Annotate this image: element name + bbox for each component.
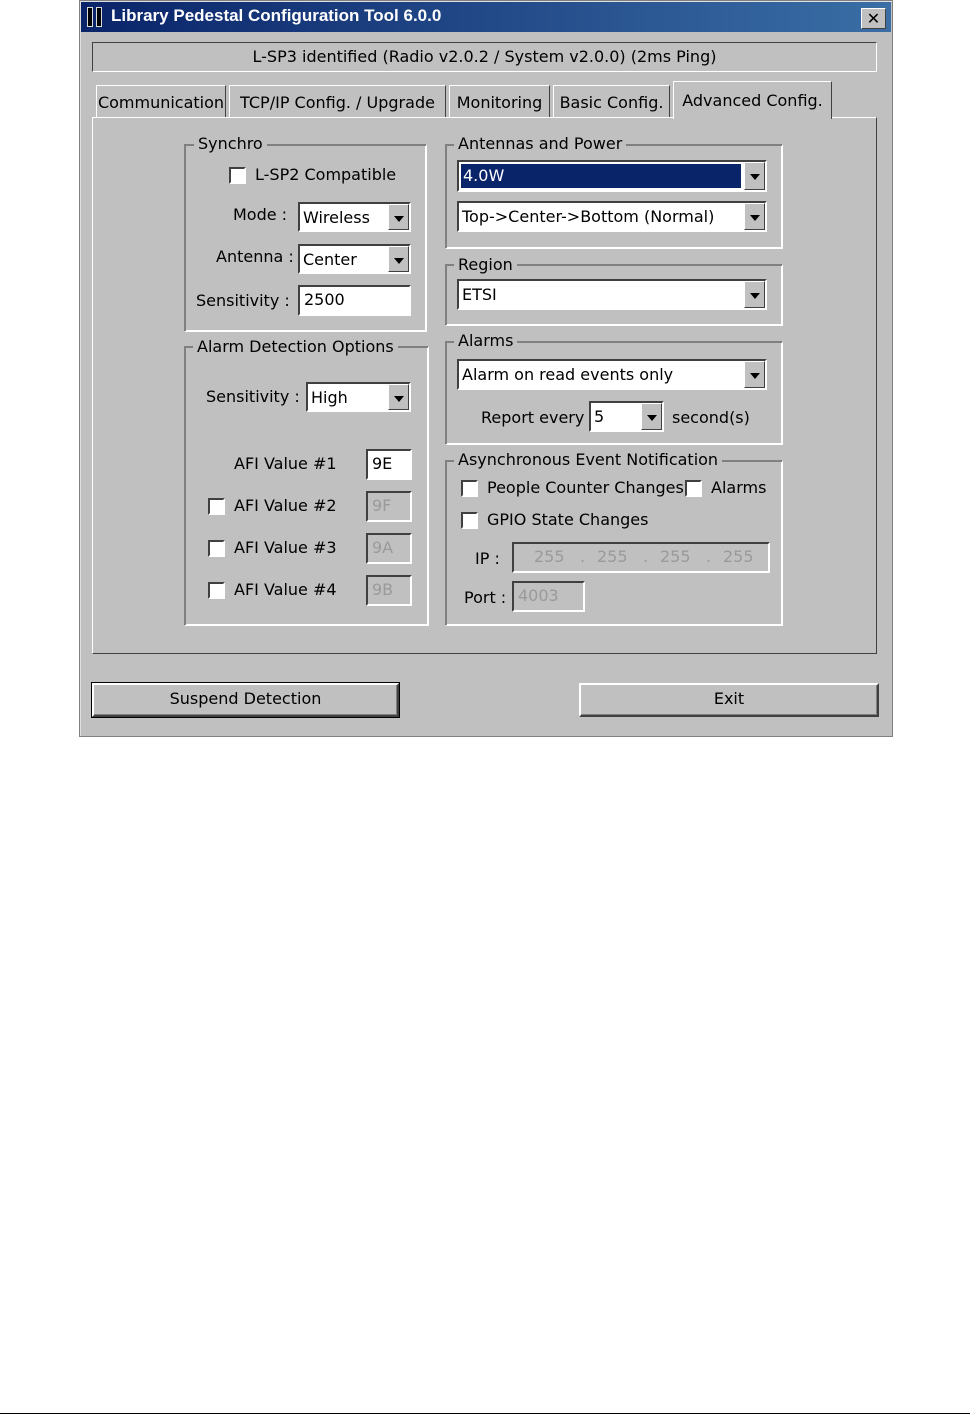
power-value: 4.0W xyxy=(461,164,741,188)
afi-2-input[interactable]: 9F xyxy=(366,491,412,522)
async-notification-legend: Asynchronous Event Notification xyxy=(454,450,722,469)
chevron-down-icon[interactable] xyxy=(744,203,765,230)
antenna-order-select[interactable] xyxy=(457,201,767,232)
chevron-down-icon[interactable] xyxy=(744,281,765,308)
report-interval-value: 5 xyxy=(594,407,605,426)
region-select[interactable] xyxy=(457,279,767,310)
seconds-label: second(s) xyxy=(672,408,750,427)
mode-label: Mode : xyxy=(233,205,288,224)
synchro-sensitivity-label: Sensitivity : xyxy=(196,291,290,310)
ip-dot-3: . xyxy=(706,547,712,566)
region-legend: Region xyxy=(454,255,517,274)
alarm-mode-value: Alarm on read events only xyxy=(462,365,674,384)
alarm-detection-legend: Alarm Detection Options xyxy=(193,337,398,356)
people-counter-label: People Counter Changes xyxy=(487,478,684,497)
afi-3-checkbox[interactable] xyxy=(208,540,225,557)
device-status: L-SP3 identified (Radio v2.0.2 / System v2.0.0) (2ms Ping) xyxy=(92,42,877,72)
app-icon xyxy=(87,7,103,27)
alarm-sensitivity-value: High xyxy=(311,388,348,407)
alarm-sensitivity-label: Sensitivity : xyxy=(206,387,300,406)
afi-3-label: AFI Value #3 xyxy=(234,538,337,557)
ip-octet-3: 255 xyxy=(660,547,691,566)
gpio-checkbox[interactable] xyxy=(461,512,478,529)
ip-address-input[interactable] xyxy=(512,542,770,573)
antenna-label: Antenna : xyxy=(216,247,294,266)
chevron-down-icon[interactable] xyxy=(388,384,409,410)
gpio-label: GPIO State Changes xyxy=(487,510,649,529)
port-input[interactable]: 4003 xyxy=(512,581,585,612)
chevron-down-icon[interactable] xyxy=(744,361,765,388)
page-divider xyxy=(0,1413,970,1414)
l-sp2-compatible-label: L-SP2 Compatible xyxy=(255,165,397,184)
afi-1-input[interactable]: 9E xyxy=(366,449,412,480)
power-select[interactable] xyxy=(457,160,767,192)
ip-octet-4: 255 xyxy=(723,547,754,566)
chevron-down-icon[interactable] xyxy=(641,403,662,430)
tab-communication[interactable]: Communication xyxy=(96,85,226,119)
exit-button[interactable]: Exit xyxy=(579,683,879,717)
region-value: ETSI xyxy=(462,285,497,304)
afi-4-input[interactable]: 9B xyxy=(366,575,412,606)
report-every-label: Report every xyxy=(481,408,585,427)
async-alarms-checkbox[interactable] xyxy=(685,480,702,497)
mode-select[interactable] xyxy=(298,202,411,232)
afi-3-input[interactable]: 9A xyxy=(366,533,412,564)
chevron-down-icon[interactable] xyxy=(388,204,409,230)
synchro-legend: Synchro xyxy=(194,134,267,153)
chevron-down-icon[interactable] xyxy=(744,162,765,190)
alarm-mode-select[interactable] xyxy=(457,359,767,390)
afi-4-label: AFI Value #4 xyxy=(234,580,337,599)
tab-monitoring[interactable]: Monitoring xyxy=(449,85,550,119)
alarms-legend: Alarms xyxy=(454,331,517,350)
afi-4-checkbox[interactable] xyxy=(208,582,225,599)
synchro-sensitivity-input[interactable]: 2500 xyxy=(298,285,411,316)
window-title: Library Pedestal Configuration Tool 6.0.0 xyxy=(111,6,442,25)
title-bar[interactable] xyxy=(81,2,891,32)
antennas-power-legend: Antennas and Power xyxy=(454,134,626,153)
antenna-select[interactable] xyxy=(298,244,411,274)
l-sp2-compatible-checkbox[interactable] xyxy=(229,167,246,184)
mode-value: Wireless xyxy=(303,208,370,227)
suspend-detection-button[interactable]: Suspend Detection xyxy=(92,683,399,717)
chevron-down-icon[interactable] xyxy=(388,246,409,272)
afi-1-label: AFI Value #1 xyxy=(234,454,337,473)
tab-basic-config[interactable]: Basic Config. xyxy=(553,85,670,119)
people-counter-checkbox[interactable] xyxy=(461,480,478,497)
tab-tcpip-config[interactable]: TCP/IP Config. / Upgrade xyxy=(229,85,446,119)
ip-octet-1: 255 xyxy=(534,547,565,566)
ip-label: IP : xyxy=(475,549,500,568)
ip-dot-1: . xyxy=(580,547,586,566)
ip-dot-2: . xyxy=(643,547,649,566)
afi-2-label: AFI Value #2 xyxy=(234,496,337,515)
report-interval-select[interactable] xyxy=(589,401,664,432)
close-button[interactable]: ✕ xyxy=(861,8,886,29)
antenna-order-value: Top->Center->Bottom (Normal) xyxy=(462,207,715,226)
ip-octet-2: 255 xyxy=(597,547,628,566)
tab-advanced-config[interactable]: Advanced Config. xyxy=(673,81,832,119)
alarm-sensitivity-select[interactable] xyxy=(306,382,411,412)
async-alarms-label: Alarms xyxy=(711,478,767,497)
port-label: Port : xyxy=(464,588,507,607)
antenna-value: Center xyxy=(303,250,357,269)
afi-2-checkbox[interactable] xyxy=(208,498,225,515)
